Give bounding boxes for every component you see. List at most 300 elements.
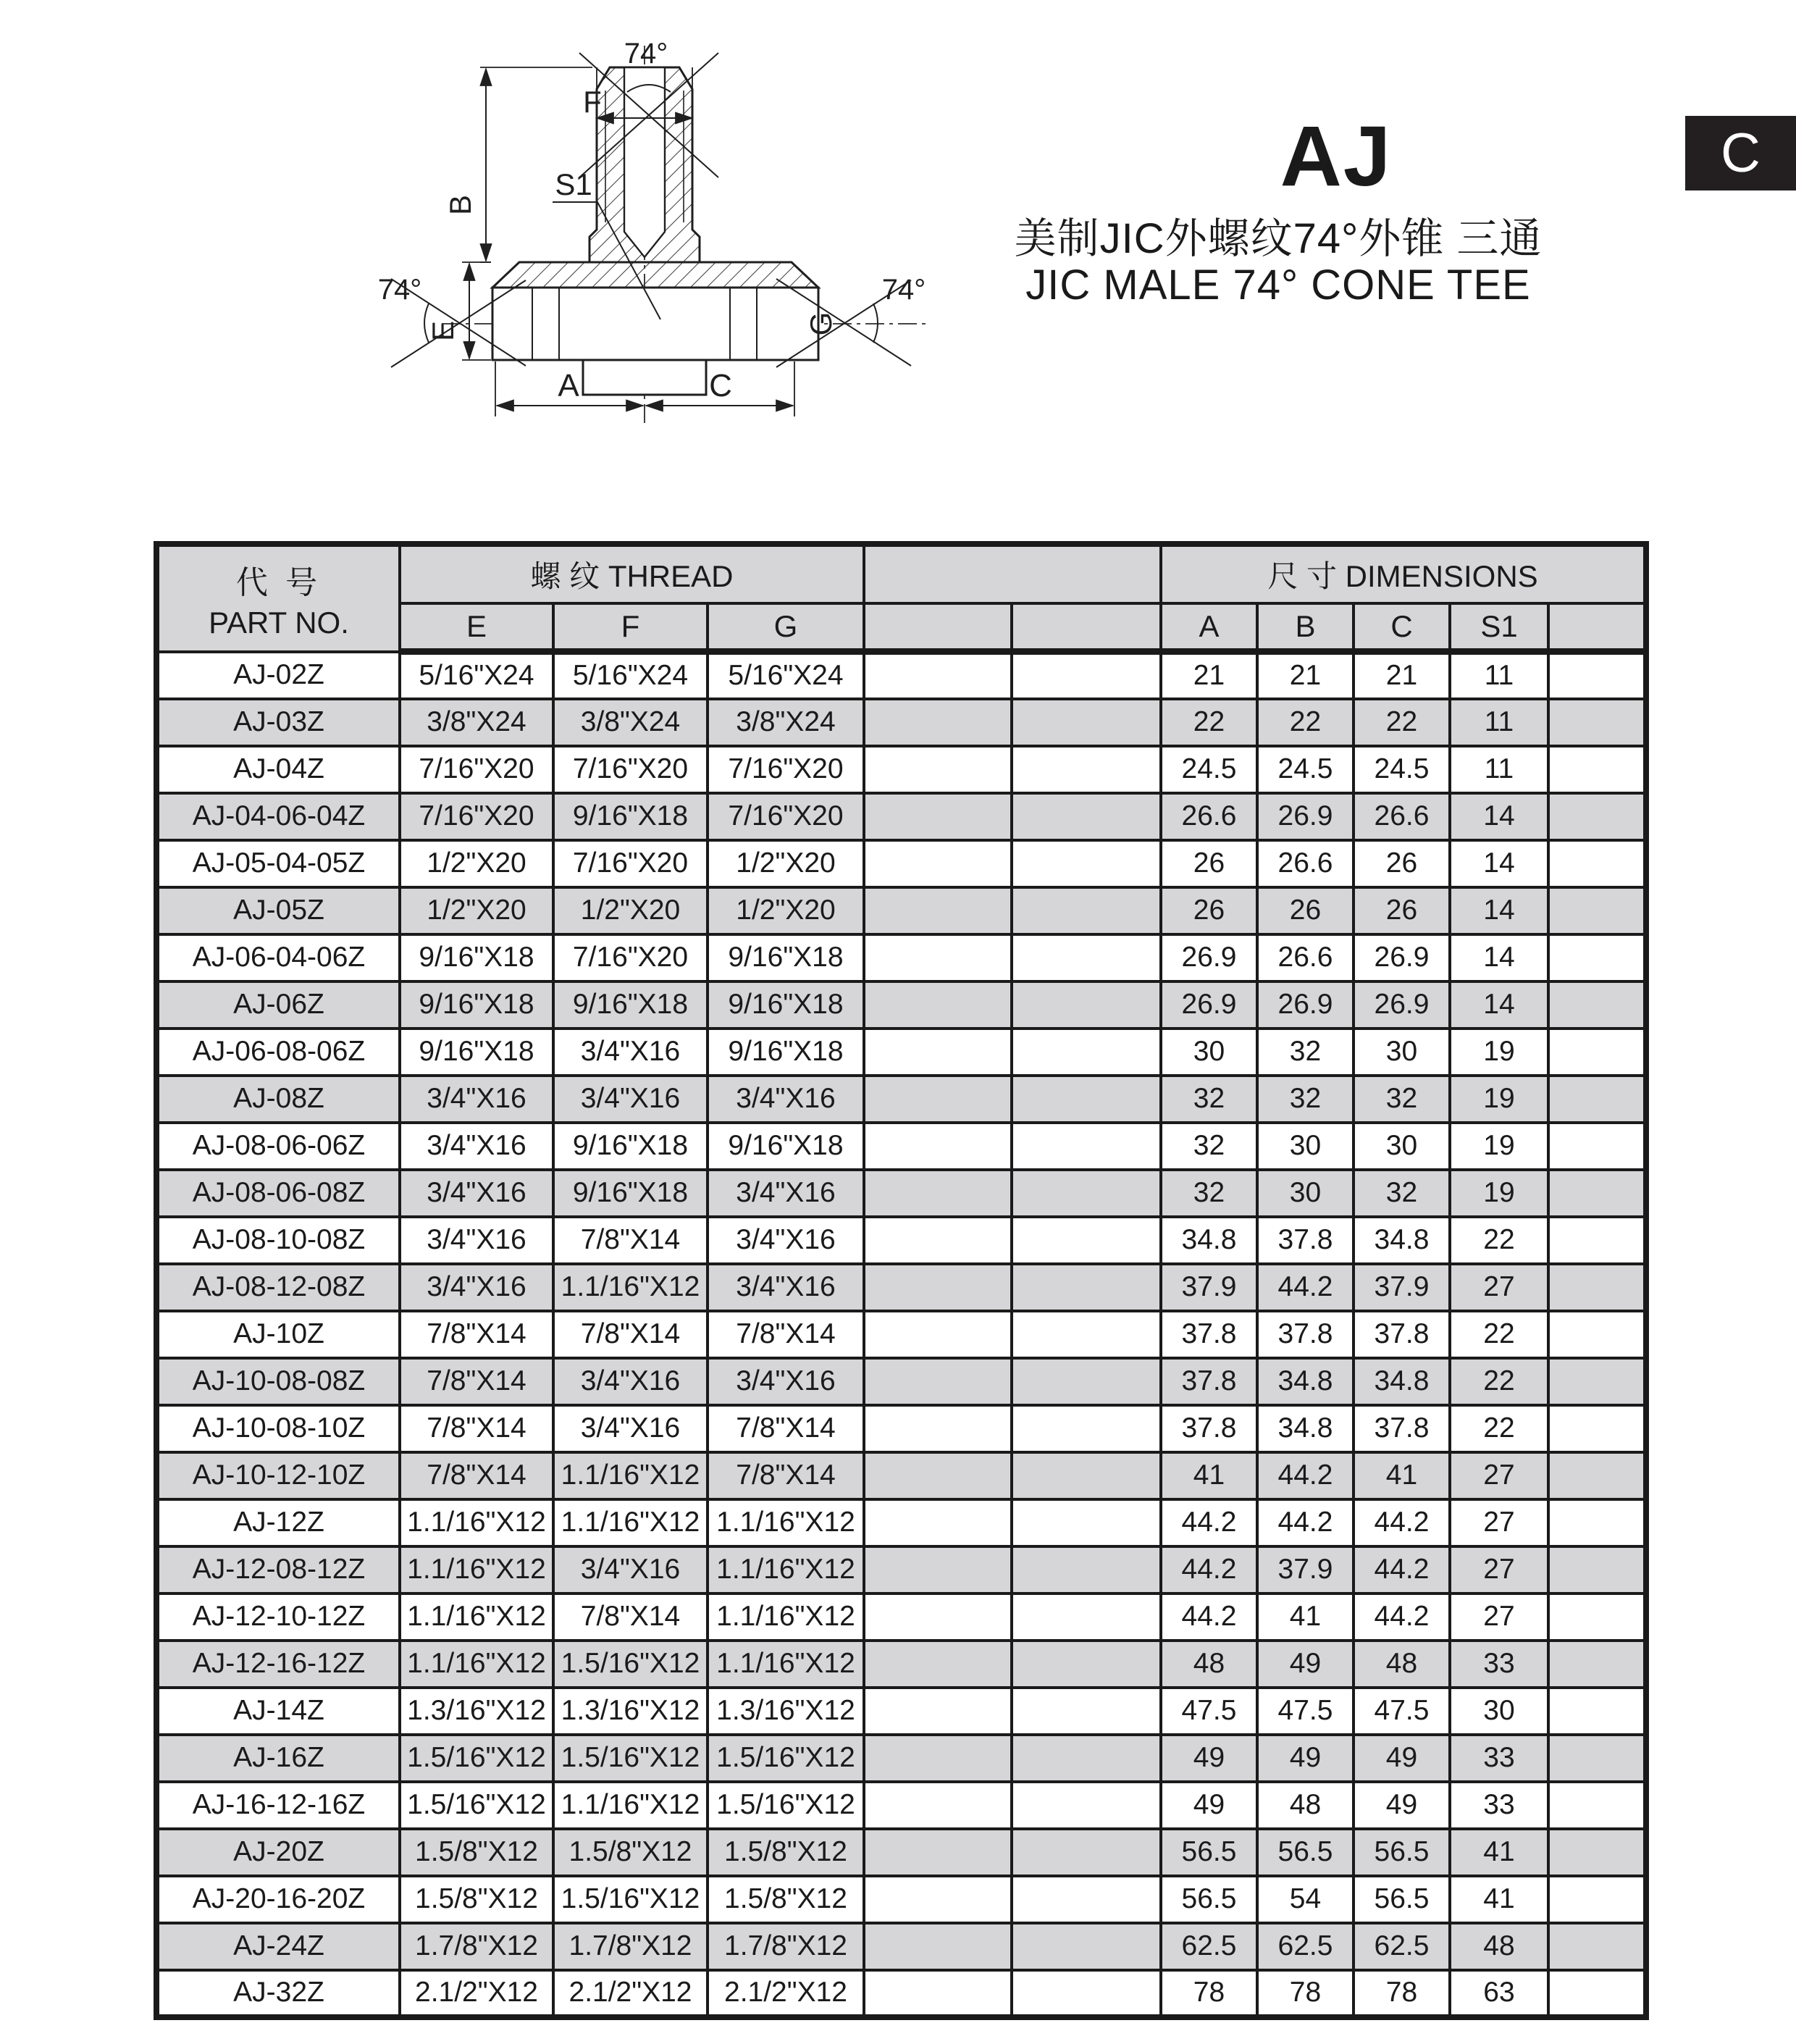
dim-s1-cell: 30 [1450, 1688, 1548, 1735]
dim-c-cell: 44.2 [1354, 1499, 1450, 1546]
thread-g-cell: 1/2"X20 [708, 887, 864, 934]
spacer-cell [864, 1923, 1012, 1970]
dim-b-cell: 44.2 [1257, 1264, 1354, 1311]
dim-b-cell: 37.9 [1257, 1546, 1354, 1593]
spacer-cell [1012, 1829, 1161, 1876]
thread-g-cell: 9/16"X18 [708, 934, 864, 981]
table-row [156, 1405, 1646, 1452]
dim-a-cell: 44.2 [1161, 1593, 1257, 1641]
spacer-cell [1548, 1217, 1646, 1264]
dim-g-label: G [804, 311, 838, 336]
table-row [156, 1593, 1646, 1641]
spacer-cell [864, 1076, 1012, 1123]
part-no-cell: AJ-20Z [156, 1829, 400, 1876]
dim-a-cell: 26.6 [1161, 793, 1257, 840]
thread-f-cell: 1.1/16"X12 [553, 1264, 708, 1311]
col-header-blank [1548, 603, 1646, 652]
dim-c-cell: 32 [1354, 1076, 1450, 1123]
dim-s1-cell: 33 [1450, 1782, 1548, 1829]
spacer-cell [1012, 1452, 1161, 1499]
dim-a-cell: 26.9 [1161, 934, 1257, 981]
table-row [156, 1170, 1646, 1217]
col-header-e: E [400, 603, 553, 652]
blank-group-header [864, 544, 1161, 603]
thread-e-cell: 9/16"X18 [400, 981, 553, 1029]
stem-bore [624, 67, 665, 257]
thread-f-cell: 3/4"X16 [553, 1546, 708, 1593]
dim-s1-cell: 27 [1450, 1452, 1548, 1499]
part-no-cell: AJ-16Z [156, 1735, 400, 1782]
thread-g-cell: 1.5/8"X12 [708, 1876, 864, 1923]
dim-a-cell: 26 [1161, 887, 1257, 934]
col-header-g: G [708, 603, 864, 652]
table-row [156, 1546, 1646, 1593]
table-row [156, 746, 1646, 793]
dim-a-cell: 37.8 [1161, 1311, 1257, 1358]
dim-c-cell: 44.2 [1354, 1593, 1450, 1641]
part-no-header [156, 544, 400, 652]
thread-e-cell: 1.1/16"X12 [400, 1593, 553, 1641]
spacer-cell [1548, 793, 1646, 840]
thread-g-cell: 7/16"X20 [708, 746, 864, 793]
dim-c-cell: 24.5 [1354, 746, 1450, 793]
dim-c-cell: 30 [1354, 1123, 1450, 1170]
dim-c-cell: 37.8 [1354, 1405, 1450, 1452]
thread-e-cell: 1.1/16"X12 [400, 1546, 553, 1593]
spacer-cell [864, 1593, 1012, 1641]
dim-c-cell: 26.6 [1354, 793, 1450, 840]
spacer-cell [864, 1452, 1012, 1499]
thread-g-cell: 3/8"X24 [708, 699, 864, 746]
table-row [156, 934, 1646, 981]
spacer-cell [864, 1970, 1012, 2017]
spacer-cell [1012, 1170, 1161, 1217]
spacer-cell [864, 887, 1012, 934]
dim-c-cell: 49 [1354, 1782, 1450, 1829]
part-no-cell: AJ-04-06-04Z [156, 793, 400, 840]
spacer-cell [1548, 1311, 1646, 1358]
dim-b-cell: 49 [1257, 1641, 1354, 1688]
part-no-cell: AJ-32Z [156, 1970, 400, 2017]
spacer-cell [1012, 1217, 1161, 1264]
table-row [156, 1641, 1646, 1688]
thread-f-cell: 1.1/16"X12 [553, 1452, 708, 1499]
dim-b-cell: 26.6 [1257, 934, 1354, 981]
thread-g-cell: 1.5/8"X12 [708, 1829, 864, 1876]
dim-s1-cell: 22 [1450, 1311, 1548, 1358]
table-row [156, 887, 1646, 934]
thread-e-cell: 5/16"X24 [400, 652, 553, 699]
part-no-header-zh: 代 号 [235, 565, 322, 601]
part-no-cell: AJ-08-06-08Z [156, 1170, 400, 1217]
thread-e-cell: 7/16"X20 [400, 793, 553, 840]
thread-g-cell: 1.1/16"X12 [708, 1593, 864, 1641]
dim-c-cell: 34.8 [1354, 1358, 1450, 1405]
col-header-a: A [1161, 603, 1257, 652]
thread-f-cell: 7/8"X14 [553, 1217, 708, 1264]
dim-a-cell: 22 [1161, 699, 1257, 746]
spec-table-body [156, 652, 1646, 2017]
dim-c-cell: 47.5 [1354, 1688, 1450, 1735]
dim-b-cell: 48 [1257, 1782, 1354, 1829]
dim-b-cell: 21 [1257, 652, 1354, 699]
part-no-cell: AJ-12-08-12Z [156, 1546, 400, 1593]
part-no-cell: AJ-20-16-20Z [156, 1876, 400, 1923]
spacer-cell [1548, 699, 1646, 746]
spacer-cell [1012, 1123, 1161, 1170]
spacer-cell [864, 1829, 1012, 1876]
thread-e-cell: 3/4"X16 [400, 1264, 553, 1311]
dim-a-cell: 26 [1161, 840, 1257, 887]
thread-g-cell: 1.1/16"X12 [708, 1641, 864, 1688]
dim-b-cell: 30 [1257, 1170, 1354, 1217]
part-no-cell: AJ-05Z [156, 887, 400, 934]
part-no-cell: AJ-12-10-12Z [156, 1593, 400, 1641]
part-no-cell: AJ-04Z [156, 746, 400, 793]
spacer-cell [1548, 1029, 1646, 1076]
dim-b-cell: 54 [1257, 1876, 1354, 1923]
dim-s1-cell: 41 [1450, 1876, 1548, 1923]
thread-g-cell: 2.1/2"X12 [708, 1970, 864, 2017]
dim-a-cell: 62.5 [1161, 1923, 1257, 1970]
dim-s1-cell: 11 [1450, 746, 1548, 793]
dim-b-cell: 32 [1257, 1076, 1354, 1123]
dim-c-cell: 56.5 [1354, 1876, 1450, 1923]
part-no-cell: AJ-10-08-08Z [156, 1358, 400, 1405]
thread-e-cell: 7/8"X14 [400, 1405, 553, 1452]
thread-f-cell: 7/16"X20 [553, 840, 708, 887]
table-row [156, 1970, 1646, 2017]
thread-f-cell: 7/8"X14 [553, 1593, 708, 1641]
dim-b-cell: 34.8 [1257, 1358, 1354, 1405]
thread-f-cell: 3/4"X16 [553, 1358, 708, 1405]
dim-s1-label: S1 [555, 167, 592, 201]
spacer-cell [1012, 1688, 1161, 1735]
table-row [156, 1029, 1646, 1076]
dim-s1-cell: 14 [1450, 793, 1548, 840]
spacer-cell [1012, 1029, 1161, 1076]
thread-e-cell: 1.5/16"X12 [400, 1782, 553, 1829]
spacer-cell [1012, 793, 1161, 840]
spacer-cell [1548, 1688, 1646, 1735]
dim-s1-cell: 14 [1450, 887, 1548, 934]
thread-e-cell: 2.1/2"X12 [400, 1970, 553, 2017]
spacer-cell [1548, 1829, 1646, 1876]
thread-e-cell: 1/2"X20 [400, 840, 553, 887]
dim-f-label: F [583, 85, 602, 119]
part-no-cell: AJ-10-12-10Z [156, 1452, 400, 1499]
dim-a-cell: 37.8 [1161, 1358, 1257, 1405]
thread-e-cell: 1.3/16"X12 [400, 1688, 553, 1735]
thread-f-cell: 1.1/16"X12 [553, 1782, 708, 1829]
dim-c-label: C [709, 368, 732, 403]
thread-f-cell: 1.3/16"X12 [553, 1688, 708, 1735]
table-row [156, 1735, 1646, 1782]
thread-f-cell: 3/8"X24 [553, 699, 708, 746]
spacer-cell [1012, 1311, 1161, 1358]
thread-f-cell: 7/16"X20 [553, 746, 708, 793]
spacer-cell [1012, 840, 1161, 887]
spacer-cell [1548, 1499, 1646, 1546]
thread-f-cell: 1.5/16"X12 [553, 1876, 708, 1923]
spacer-cell [1012, 652, 1161, 699]
thread-f-cell: 9/16"X18 [553, 1170, 708, 1217]
thread-f-cell: 9/16"X18 [553, 793, 708, 840]
dim-c-cell: 37.9 [1354, 1264, 1450, 1311]
col-header-f: F [553, 603, 708, 652]
spacer-cell [1548, 1076, 1646, 1123]
thread-e-cell: 7/8"X14 [400, 1358, 553, 1405]
dim-a-cell: 32 [1161, 1076, 1257, 1123]
section-tab [1685, 116, 1796, 190]
thread-g-cell: 9/16"X18 [708, 981, 864, 1029]
thread-e-cell: 1.7/8"X12 [400, 1923, 553, 1970]
thread-e-cell: 3/4"X16 [400, 1076, 553, 1123]
dim-c-cell: 41 [1354, 1452, 1450, 1499]
table-row [156, 1123, 1646, 1170]
spacer-cell [1548, 1641, 1646, 1688]
table-row [156, 1452, 1646, 1499]
table-row [156, 1688, 1646, 1735]
dim-b-cell: 26.6 [1257, 840, 1354, 887]
spacer-cell [1012, 934, 1161, 981]
dim-c-cell: 26.9 [1354, 981, 1450, 1029]
dim-a-cell: 78 [1161, 1970, 1257, 2017]
spacer-cell [864, 793, 1012, 840]
spacer-cell [1012, 1876, 1161, 1923]
spacer-cell [1548, 1782, 1646, 1829]
thread-f-cell: 9/16"X18 [553, 1123, 708, 1170]
thread-f-cell: 3/4"X16 [553, 1029, 708, 1076]
spacer-cell [1012, 1264, 1161, 1311]
col-header-b: B [1257, 603, 1354, 652]
part-no-cell: AJ-06-08-06Z [156, 1029, 400, 1076]
thread-g-cell: 3/4"X16 [708, 1217, 864, 1264]
spacer-cell [1548, 1170, 1646, 1217]
thread-f-cell: 7/8"X14 [553, 1311, 708, 1358]
tee-fitting-drawing [348, 40, 941, 453]
spacer-cell [1012, 1358, 1161, 1405]
part-no-cell: AJ-12Z [156, 1499, 400, 1546]
dim-c-cell: 62.5 [1354, 1923, 1450, 1970]
dim-b-label: B [443, 194, 477, 216]
table-row [156, 1264, 1646, 1311]
spacer-cell [1012, 981, 1161, 1029]
part-no-cell: AJ-02Z [156, 652, 400, 699]
spacer-cell [864, 1735, 1012, 1782]
dim-a-cell: 41 [1161, 1452, 1257, 1499]
spacer-cell [1012, 1499, 1161, 1546]
section-tab-letter: C [1721, 122, 1761, 184]
dim-c-cell: 34.8 [1354, 1217, 1450, 1264]
thread-g-cell: 9/16"X18 [708, 1029, 864, 1076]
thread-e-cell: 7/8"X14 [400, 1452, 553, 1499]
dim-s1-cell: 19 [1450, 1029, 1548, 1076]
spacer-cell [1548, 1546, 1646, 1593]
thread-g-cell: 1/2"X20 [708, 840, 864, 887]
col-header-c: C [1354, 603, 1450, 652]
dim-c-cell: 26.9 [1354, 934, 1450, 981]
angle-top-label: 74° [624, 40, 668, 70]
dim-b-cell: 44.2 [1257, 1499, 1354, 1546]
table-row [156, 1923, 1646, 1970]
dim-s1-cell: 11 [1450, 699, 1548, 746]
col-header-blank [1012, 603, 1161, 652]
part-no-cell: AJ-10Z [156, 1311, 400, 1358]
dim-b-cell: 44.2 [1257, 1452, 1354, 1499]
thread-f-cell: 3/4"X16 [553, 1405, 708, 1452]
spacer-cell [864, 1641, 1012, 1688]
thread-f-cell: 7/16"X20 [553, 934, 708, 981]
part-no-cell: AJ-16-12-16Z [156, 1782, 400, 1829]
dim-a-cell: 44.2 [1161, 1499, 1257, 1546]
dim-b-cell: 37.8 [1257, 1311, 1354, 1358]
dim-s1-cell: 19 [1450, 1123, 1548, 1170]
spacer-cell [864, 1264, 1012, 1311]
dim-c-cell: 49 [1354, 1735, 1450, 1782]
part-no-cell: AJ-08Z [156, 1076, 400, 1123]
dim-a-cell: 49 [1161, 1735, 1257, 1782]
thread-g-cell: 1.1/16"X12 [708, 1546, 864, 1593]
table-row [156, 1876, 1646, 1923]
table-row [156, 1499, 1646, 1546]
dim-a-cell: 44.2 [1161, 1546, 1257, 1593]
spacer-cell [1548, 840, 1646, 887]
dim-a-cell: 32 [1161, 1170, 1257, 1217]
dim-c-cell: 48 [1354, 1641, 1450, 1688]
thread-f-cell: 1.7/8"X12 [553, 1923, 708, 1970]
dim-b-cell: 37.8 [1257, 1217, 1354, 1264]
spacer-cell [1012, 1405, 1161, 1452]
table-row [156, 1358, 1646, 1405]
thread-e-cell: 3/8"X24 [400, 699, 553, 746]
dim-b-cell: 47.5 [1257, 1688, 1354, 1735]
thread-g-cell: 3/4"X16 [708, 1076, 864, 1123]
spacer-cell [864, 1029, 1012, 1076]
spacer-cell [1012, 1782, 1161, 1829]
dim-a-cell: 37.9 [1161, 1264, 1257, 1311]
dim-b-cell: 32 [1257, 1029, 1354, 1076]
spacer-cell [1548, 746, 1646, 793]
spacer-cell [864, 1688, 1012, 1735]
spacer-cell [864, 934, 1012, 981]
thread-e-cell: 9/16"X18 [400, 934, 553, 981]
dim-b-cell: 41 [1257, 1593, 1354, 1641]
dim-b-cell: 26.9 [1257, 793, 1354, 840]
dim-c-cell: 78 [1354, 1970, 1450, 2017]
page-title-zh: 美制JIC外螺纹74°外锥 三通 [1014, 215, 1543, 262]
spacer-cell [864, 981, 1012, 1029]
part-no-cell: AJ-06Z [156, 981, 400, 1029]
thread-e-cell: 3/4"X16 [400, 1217, 553, 1264]
thread-f-cell: 1.5/8"X12 [553, 1829, 708, 1876]
spacer-cell [864, 1405, 1012, 1452]
dim-c-cell: 30 [1354, 1029, 1450, 1076]
dim-s1-cell: 27 [1450, 1593, 1548, 1641]
dim-c-cell: 32 [1354, 1170, 1450, 1217]
spacer-cell [864, 1311, 1012, 1358]
spacer-cell [1548, 887, 1646, 934]
dim-c-cell: 21 [1354, 652, 1450, 699]
part-no-header-en: PART NO. [209, 606, 349, 640]
thread-g-cell: 1.5/16"X12 [708, 1735, 864, 1782]
part-no-cell: AJ-08-06-06Z [156, 1123, 400, 1170]
spacer-cell [1548, 934, 1646, 981]
dim-s1-cell: 27 [1450, 1546, 1548, 1593]
spacer-cell [1548, 1735, 1646, 1782]
dim-a-cell: 47.5 [1161, 1688, 1257, 1735]
body-section-band [492, 262, 818, 288]
spacer-cell [1548, 1876, 1646, 1923]
spacer-cell [1548, 1123, 1646, 1170]
thread-e-cell: 1.5/16"X12 [400, 1735, 553, 1782]
dim-a-label: A [558, 368, 579, 403]
dim-a-cell: 24.5 [1161, 746, 1257, 793]
table-row [156, 1782, 1646, 1829]
dim-b-cell: 26.9 [1257, 981, 1354, 1029]
body-outline [492, 288, 818, 360]
spacer-cell [864, 746, 1012, 793]
part-no-cell: AJ-14Z [156, 1688, 400, 1735]
spacer-cell [864, 840, 1012, 887]
spacer-cell [1012, 1546, 1161, 1593]
spacer-cell [1548, 1264, 1646, 1311]
spacer-cell [1012, 1076, 1161, 1123]
dim-s1-cell: 19 [1450, 1076, 1548, 1123]
thread-g-cell: 3/4"X16 [708, 1170, 864, 1217]
dim-b-cell: 62.5 [1257, 1923, 1354, 1970]
spacer-cell [1548, 1358, 1646, 1405]
dim-b-cell: 30 [1257, 1123, 1354, 1170]
angle-right-label: 74° [881, 274, 926, 306]
spacer-cell [864, 1217, 1012, 1264]
spacer-cell [1012, 746, 1161, 793]
dim-c-cell: 22 [1354, 699, 1450, 746]
spacer-cell [1548, 1405, 1646, 1452]
thread-e-cell: 9/16"X18 [400, 1029, 553, 1076]
dim-c-cell: 26 [1354, 840, 1450, 887]
thread-g-cell: 7/16"X20 [708, 793, 864, 840]
dim-c-cell: 44.2 [1354, 1546, 1450, 1593]
spacer-cell [864, 1546, 1012, 1593]
dim-b-cell: 34.8 [1257, 1405, 1354, 1452]
dim-s1-cell: 14 [1450, 840, 1548, 887]
part-no-cell: AJ-12-16-12Z [156, 1641, 400, 1688]
col-header-blank [864, 603, 1012, 652]
part-no-cell: AJ-08-10-08Z [156, 1217, 400, 1264]
spacer-cell [1012, 1923, 1161, 1970]
table-row [156, 840, 1646, 887]
thread-e-cell: 1.1/16"X12 [400, 1499, 553, 1546]
spacer-cell [864, 1170, 1012, 1217]
thread-f-cell: 5/16"X24 [553, 652, 708, 699]
dim-s1-cell: 27 [1450, 1499, 1548, 1546]
spacer-cell [1012, 1970, 1161, 2017]
thread-g-cell: 1.3/16"X12 [708, 1688, 864, 1735]
dim-s1-cell: 19 [1450, 1170, 1548, 1217]
thread-f-cell: 1/2"X20 [553, 887, 708, 934]
thread-g-cell: 7/8"X14 [708, 1452, 864, 1499]
dim-a-cell: 56.5 [1161, 1829, 1257, 1876]
spacer-cell [864, 652, 1012, 699]
thread-e-cell: 1.5/8"X12 [400, 1876, 553, 1923]
dim-a-cell: 21 [1161, 652, 1257, 699]
dim-a-cell: 49 [1161, 1782, 1257, 1829]
thread-g-cell: 9/16"X18 [708, 1123, 864, 1170]
thread-f-cell: 1.5/16"X12 [553, 1735, 708, 1782]
thread-f-cell: 9/16"X18 [553, 981, 708, 1029]
spacer-cell [864, 1782, 1012, 1829]
